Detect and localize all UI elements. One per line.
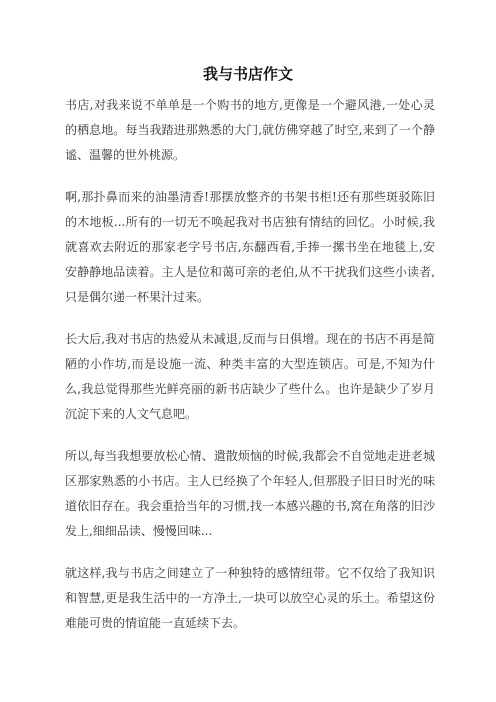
paragraph-1: 书店,对我来说不单单是一个购书的地方,更像是一个避风港,一处心灵的栖息地。每当我踏进那熟悉的大门,就仿佛穿越了时空,来到了一个静谧、温馨的世外桃源。 <box>65 98 435 162</box>
document-body <box>65 93 435 653</box>
paragraph-2: 啊,那扑鼻而来的油墨清香!那摆放整齐的书架书柜!还有那些斑驳陈旧的木地板...所有的一切无不唤起我对书店独有情结的回忆。小时候,我就喜欢去附近的那家老字号书店,东翻西看,手捧一摞书坐在地毯上,安安静静地品读着。主人是位和蔼可亲的老伯,从不干扰我们这些小读者,只是偶尔递一杯果汁过来。 <box>65 190 435 304</box>
paragraph-5: 就这样,我与书店之间建立了一种独特的感情纽带。它不仅给了我知识和智慧,更是我生活中的一方净土,一块可以放空心灵的乐土。希望这份难能可贵的情谊能一直延续下去。 <box>65 566 435 630</box>
document-title: 我与书店作文 <box>202 65 293 83</box>
paragraph-4: 所以,每当我想要放松心情、遣散烦恼的时候,我都会不自觉地走进老城区那家熟悉的小书店。主人已经换了个年轻人,但那股子旧日时光的味道依旧存在。我会重拾当年的习惯,找一本感兴趣的书,窝在角落的旧沙发上,细细品读、慢慢回味... <box>65 449 435 538</box>
paragraph-3: 长大后,我对书店的热爱从未减退,反而与日俱增。现在的书店不再是简陋的小作坊,而是设施一流、种类丰富的大型连锁店。可是,不知为什么,我总觉得那些光鲜亮丽的新书店缺少了些什么。也许是缺少了岁月沉淀下来的人文气息吧。 <box>65 332 435 421</box>
